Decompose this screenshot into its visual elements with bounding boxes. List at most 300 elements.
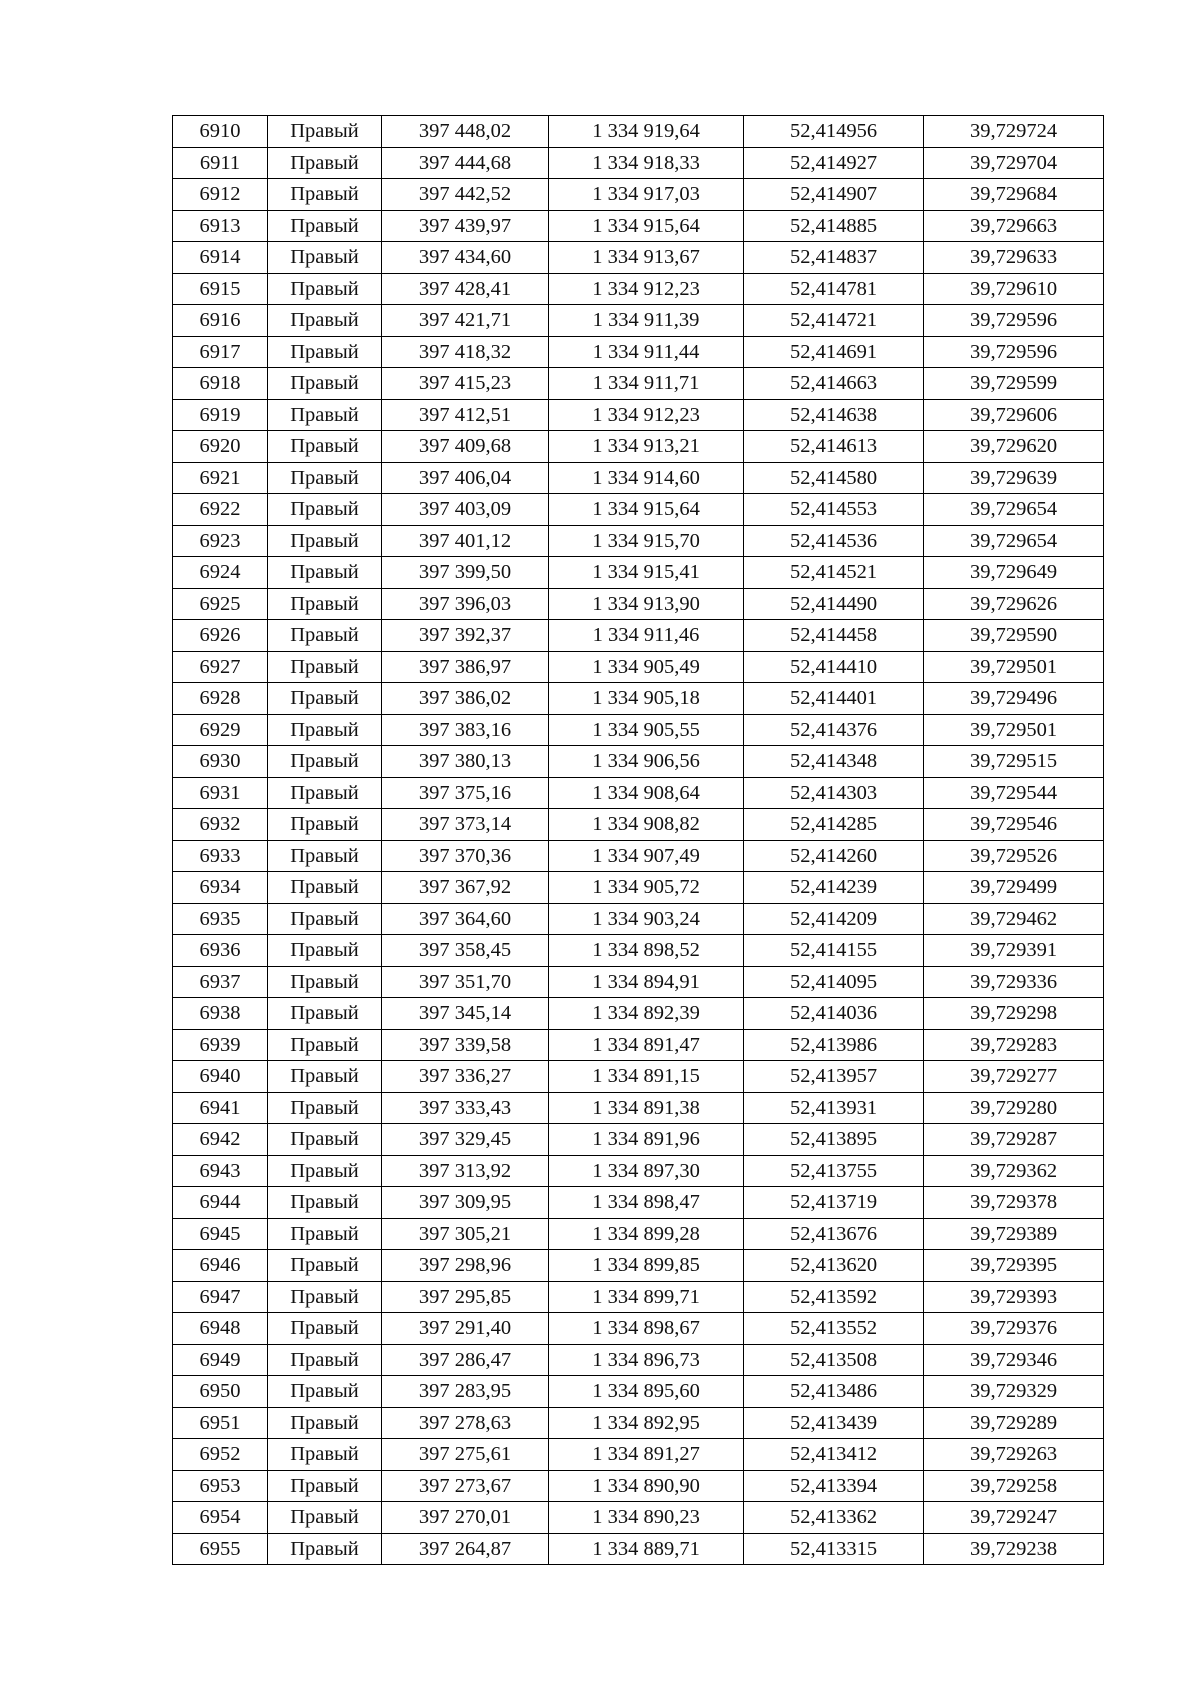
table-cell: 1 334 908,82 xyxy=(549,809,744,841)
table-cell: Правый xyxy=(268,273,382,305)
table-cell: 52,414927 xyxy=(744,147,924,179)
table-cell: 397 412,51 xyxy=(382,399,549,431)
table-row xyxy=(173,1376,1104,1408)
table-cell: 39,729704 xyxy=(924,147,1104,179)
table-cell: 1 334 899,85 xyxy=(549,1250,744,1282)
table-cell: Правый xyxy=(268,840,382,872)
table-cell: 397 439,97 xyxy=(382,210,549,242)
table-cell: 1 334 913,67 xyxy=(549,242,744,274)
table-cell: 1 334 906,56 xyxy=(549,746,744,778)
table-row xyxy=(173,1313,1104,1345)
table-cell: 39,729283 xyxy=(924,1029,1104,1061)
table-cell: Правый xyxy=(268,1439,382,1471)
table-cell: 39,729336 xyxy=(924,966,1104,998)
table-cell: 6912 xyxy=(173,179,268,211)
table-cell: 397 351,70 xyxy=(382,966,549,998)
table-cell: 6934 xyxy=(173,872,268,904)
table-cell: 52,413508 xyxy=(744,1344,924,1376)
table-row xyxy=(173,1281,1104,1313)
table-cell: 52,413895 xyxy=(744,1124,924,1156)
table-cell: 39,729649 xyxy=(924,557,1104,589)
table-cell: 39,729393 xyxy=(924,1281,1104,1313)
coordinates-table xyxy=(172,115,1104,1565)
table-cell: 39,729501 xyxy=(924,714,1104,746)
table-cell: 397 275,61 xyxy=(382,1439,549,1471)
table-cell: 1 334 891,96 xyxy=(549,1124,744,1156)
table-row xyxy=(173,1344,1104,1376)
table-cell: 397 345,14 xyxy=(382,998,549,1030)
table-cell: 6937 xyxy=(173,966,268,998)
table-cell: 397 286,47 xyxy=(382,1344,549,1376)
table-row xyxy=(173,116,1104,148)
table-cell: 52,413362 xyxy=(744,1502,924,1534)
table-cell: 397 409,68 xyxy=(382,431,549,463)
table-cell: 397 386,97 xyxy=(382,651,549,683)
table-cell: 1 334 891,27 xyxy=(549,1439,744,1471)
table-cell: 397 392,37 xyxy=(382,620,549,652)
table-row xyxy=(173,1029,1104,1061)
table-cell: 397 358,45 xyxy=(382,935,549,967)
table-cell: 52,414781 xyxy=(744,273,924,305)
table-cell: 1 334 911,71 xyxy=(549,368,744,400)
table-cell: 39,729238 xyxy=(924,1533,1104,1565)
table-cell: 1 334 919,64 xyxy=(549,116,744,148)
table-cell: 6942 xyxy=(173,1124,268,1156)
table-cell: 1 334 905,49 xyxy=(549,651,744,683)
table-cell: 52,414580 xyxy=(744,462,924,494)
table-cell: 397 403,09 xyxy=(382,494,549,526)
table-cell: 52,413931 xyxy=(744,1092,924,1124)
table-cell: 39,729346 xyxy=(924,1344,1104,1376)
table-cell: 1 334 917,03 xyxy=(549,179,744,211)
table-cell: 39,729546 xyxy=(924,809,1104,841)
table-cell: 6943 xyxy=(173,1155,268,1187)
table-cell: 6917 xyxy=(173,336,268,368)
table-cell: Правый xyxy=(268,1124,382,1156)
table-cell: 52,414553 xyxy=(744,494,924,526)
table-cell: 6948 xyxy=(173,1313,268,1345)
table-cell: 397 448,02 xyxy=(382,116,549,148)
table-cell: 1 334 891,38 xyxy=(549,1092,744,1124)
table-cell: 52,414348 xyxy=(744,746,924,778)
table-cell: 39,729596 xyxy=(924,336,1104,368)
table-cell: 6935 xyxy=(173,903,268,935)
table-row xyxy=(173,336,1104,368)
table-cell: 6932 xyxy=(173,809,268,841)
table-cell: 6911 xyxy=(173,147,268,179)
table-row xyxy=(173,399,1104,431)
table-cell: 1 334 898,47 xyxy=(549,1187,744,1219)
table-row xyxy=(173,1439,1104,1471)
table-cell: 397 383,16 xyxy=(382,714,549,746)
table-row xyxy=(173,1533,1104,1565)
table-cell: 39,729277 xyxy=(924,1061,1104,1093)
table-cell: Правый xyxy=(268,1376,382,1408)
table-cell: 397 428,41 xyxy=(382,273,549,305)
table-cell: 39,729620 xyxy=(924,431,1104,463)
table-cell: 6914 xyxy=(173,242,268,274)
table-cell: Правый xyxy=(268,1407,382,1439)
table-cell: Правый xyxy=(268,1502,382,1534)
table-cell: 1 334 889,71 xyxy=(549,1533,744,1565)
table-cell: 39,729329 xyxy=(924,1376,1104,1408)
table-cell: 6946 xyxy=(173,1250,268,1282)
table-cell: 52,414521 xyxy=(744,557,924,589)
table-cell: 52,414260 xyxy=(744,840,924,872)
table-cell: 397 370,36 xyxy=(382,840,549,872)
table-cell: 1 334 915,64 xyxy=(549,494,744,526)
table-cell: Правый xyxy=(268,399,382,431)
table-cell: 397 305,21 xyxy=(382,1218,549,1250)
table-cell: 52,413755 xyxy=(744,1155,924,1187)
table-cell: 52,414837 xyxy=(744,242,924,274)
table-cell: 397 373,14 xyxy=(382,809,549,841)
table-cell: 39,729247 xyxy=(924,1502,1104,1534)
table-row xyxy=(173,431,1104,463)
table-cell: 397 375,16 xyxy=(382,777,549,809)
table-row xyxy=(173,147,1104,179)
table-cell: 6950 xyxy=(173,1376,268,1408)
table-cell: 39,729389 xyxy=(924,1218,1104,1250)
table-cell: 39,729606 xyxy=(924,399,1104,431)
table-cell: Правый xyxy=(268,557,382,589)
table-cell: 39,729515 xyxy=(924,746,1104,778)
table-cell: 39,729298 xyxy=(924,998,1104,1030)
table-row xyxy=(173,1470,1104,1502)
table-cell: 1 334 896,73 xyxy=(549,1344,744,1376)
table-row xyxy=(173,1250,1104,1282)
table-cell: 6952 xyxy=(173,1439,268,1471)
table-cell: 397 270,01 xyxy=(382,1502,549,1534)
table-cell: 52,413486 xyxy=(744,1376,924,1408)
table-row xyxy=(173,242,1104,274)
table-cell: Правый xyxy=(268,1281,382,1313)
table-cell: Правый xyxy=(268,1218,382,1250)
table-cell: 39,729639 xyxy=(924,462,1104,494)
table-row xyxy=(173,179,1104,211)
table-cell: Правый xyxy=(268,903,382,935)
table-cell: 52,413719 xyxy=(744,1187,924,1219)
table-cell: Правый xyxy=(268,1155,382,1187)
table-cell: Правый xyxy=(268,368,382,400)
table-row xyxy=(173,557,1104,589)
table-cell: Правый xyxy=(268,683,382,715)
table-cell: 397 401,12 xyxy=(382,525,549,557)
table-cell: 52,414376 xyxy=(744,714,924,746)
table-cell: 52,414907 xyxy=(744,179,924,211)
table-row xyxy=(173,525,1104,557)
table-cell: 397 367,92 xyxy=(382,872,549,904)
table-cell: 397 364,60 xyxy=(382,903,549,935)
table-cell: 397 313,92 xyxy=(382,1155,549,1187)
table-row xyxy=(173,1187,1104,1219)
table-cell: 1 334 907,49 xyxy=(549,840,744,872)
table-cell: 52,413394 xyxy=(744,1470,924,1502)
table-cell: 39,729724 xyxy=(924,116,1104,148)
table-cell: Правый xyxy=(268,966,382,998)
table-cell: 6919 xyxy=(173,399,268,431)
table-cell: 397 396,03 xyxy=(382,588,549,620)
table-row xyxy=(173,1155,1104,1187)
table-cell: 6910 xyxy=(173,116,268,148)
table-cell: 39,729362 xyxy=(924,1155,1104,1187)
table-cell: 52,413592 xyxy=(744,1281,924,1313)
table-cell: 52,413552 xyxy=(744,1313,924,1345)
table-row xyxy=(173,494,1104,526)
table-cell: 6945 xyxy=(173,1218,268,1250)
table-row xyxy=(173,1502,1104,1534)
table-cell: 1 334 912,23 xyxy=(549,273,744,305)
table-cell: Правый xyxy=(268,431,382,463)
table-cell: 52,414490 xyxy=(744,588,924,620)
table-cell: Правый xyxy=(268,1533,382,1565)
table-cell: 6920 xyxy=(173,431,268,463)
table-cell: 39,729654 xyxy=(924,525,1104,557)
table-cell: 39,729263 xyxy=(924,1439,1104,1471)
table-cell: Правый xyxy=(268,746,382,778)
table-cell: Правый xyxy=(268,242,382,274)
table-cell: Правый xyxy=(268,210,382,242)
table-cell: 1 334 890,90 xyxy=(549,1470,744,1502)
table-cell: 52,414209 xyxy=(744,903,924,935)
table-cell: 52,413986 xyxy=(744,1029,924,1061)
table-row xyxy=(173,966,1104,998)
table-cell: 52,413620 xyxy=(744,1250,924,1282)
table-cell: Правый xyxy=(268,777,382,809)
table-cell: 6913 xyxy=(173,210,268,242)
table-cell: 52,413412 xyxy=(744,1439,924,1471)
table-cell: 397 278,63 xyxy=(382,1407,549,1439)
table-cell: 1 334 905,72 xyxy=(549,872,744,904)
table-cell: 6926 xyxy=(173,620,268,652)
table-cell: 52,414036 xyxy=(744,998,924,1030)
table-cell: 52,414536 xyxy=(744,525,924,557)
table-cell: 52,414691 xyxy=(744,336,924,368)
table-row xyxy=(173,714,1104,746)
table-cell: Правый xyxy=(268,336,382,368)
table-cell: 39,729391 xyxy=(924,935,1104,967)
table-cell: 397 399,50 xyxy=(382,557,549,589)
table-cell: 1 334 911,39 xyxy=(549,305,744,337)
table-cell: 1 334 894,91 xyxy=(549,966,744,998)
table-cell: 6918 xyxy=(173,368,268,400)
table-cell: 6933 xyxy=(173,840,268,872)
table-cell: 1 334 914,60 xyxy=(549,462,744,494)
table-cell: Правый xyxy=(268,179,382,211)
table-cell: 397 386,02 xyxy=(382,683,549,715)
table-row xyxy=(173,651,1104,683)
table-cell: 397 264,87 xyxy=(382,1533,549,1565)
table-row xyxy=(173,746,1104,778)
table-cell: 6936 xyxy=(173,935,268,967)
table-cell: 52,414458 xyxy=(744,620,924,652)
table-cell: 6955 xyxy=(173,1533,268,1565)
table-cell: 52,413439 xyxy=(744,1407,924,1439)
table-cell: 6930 xyxy=(173,746,268,778)
table-cell: Правый xyxy=(268,116,382,148)
table-cell: 397 421,71 xyxy=(382,305,549,337)
table-cell: Правый xyxy=(268,714,382,746)
table-cell: 39,729287 xyxy=(924,1124,1104,1156)
table-cell: 1 334 899,28 xyxy=(549,1218,744,1250)
table-cell: Правый xyxy=(268,872,382,904)
table-cell: 39,729610 xyxy=(924,273,1104,305)
table-cell: 6927 xyxy=(173,651,268,683)
table-row xyxy=(173,1218,1104,1250)
table-cell: Правый xyxy=(268,462,382,494)
table-cell: 397 339,58 xyxy=(382,1029,549,1061)
table-cell: 397 406,04 xyxy=(382,462,549,494)
table-row xyxy=(173,1407,1104,1439)
table-cell: 6940 xyxy=(173,1061,268,1093)
table-cell: 397 434,60 xyxy=(382,242,549,274)
table-row xyxy=(173,809,1104,841)
table-cell: 6924 xyxy=(173,557,268,589)
table-cell: Правый xyxy=(268,147,382,179)
table-cell: Правый xyxy=(268,1092,382,1124)
table-row xyxy=(173,935,1104,967)
table-row xyxy=(173,840,1104,872)
table-cell: 1 334 892,39 xyxy=(549,998,744,1030)
table-cell: Правый xyxy=(268,1344,382,1376)
table-cell: 52,414095 xyxy=(744,966,924,998)
table-cell: 1 334 890,23 xyxy=(549,1502,744,1534)
table-cell: 52,414285 xyxy=(744,809,924,841)
table-cell: Правый xyxy=(268,1313,382,1345)
table-cell: 1 334 891,15 xyxy=(549,1061,744,1093)
table-cell: 1 334 911,46 xyxy=(549,620,744,652)
table-cell: 1 334 897,30 xyxy=(549,1155,744,1187)
table-row xyxy=(173,1124,1104,1156)
table-cell: 1 334 915,41 xyxy=(549,557,744,589)
table-cell: 397 283,95 xyxy=(382,1376,549,1408)
table-cell: 397 415,23 xyxy=(382,368,549,400)
table-cell: 1 334 903,24 xyxy=(549,903,744,935)
table-cell: Правый xyxy=(268,588,382,620)
table-cell: 1 334 891,47 xyxy=(549,1029,744,1061)
table-cell: 6929 xyxy=(173,714,268,746)
table-cell: 39,729654 xyxy=(924,494,1104,526)
table-cell: Правый xyxy=(268,1029,382,1061)
table-row xyxy=(173,620,1104,652)
table-cell: 39,729526 xyxy=(924,840,1104,872)
table-cell: 397 333,43 xyxy=(382,1092,549,1124)
table-cell: 6954 xyxy=(173,1502,268,1534)
table-cell: Правый xyxy=(268,620,382,652)
table-cell: 39,729462 xyxy=(924,903,1104,935)
table-cell: 52,413315 xyxy=(744,1533,924,1565)
table-cell: Правый xyxy=(268,1061,382,1093)
table-cell: 52,414239 xyxy=(744,872,924,904)
table-cell: 1 334 913,90 xyxy=(549,588,744,620)
table-cell: 6928 xyxy=(173,683,268,715)
table-cell: Правый xyxy=(268,935,382,967)
table-cell: 39,729596 xyxy=(924,305,1104,337)
table-cell: 397 298,96 xyxy=(382,1250,549,1282)
table-cell: 397 295,85 xyxy=(382,1281,549,1313)
table-cell: 52,414885 xyxy=(744,210,924,242)
table-cell: 52,414303 xyxy=(744,777,924,809)
table-row xyxy=(173,872,1104,904)
table-cell: 397 329,45 xyxy=(382,1124,549,1156)
table-cell: 6921 xyxy=(173,462,268,494)
table-cell: 1 334 899,71 xyxy=(549,1281,744,1313)
table-cell: 1 334 915,64 xyxy=(549,210,744,242)
table-cell: 52,414155 xyxy=(744,935,924,967)
table-cell: 1 334 898,52 xyxy=(549,935,744,967)
table-row xyxy=(173,777,1104,809)
table-cell: Правый xyxy=(268,998,382,1030)
table-cell: 39,729544 xyxy=(924,777,1104,809)
table-cell: 6931 xyxy=(173,777,268,809)
table-cell: 52,414613 xyxy=(744,431,924,463)
table-row xyxy=(173,903,1104,935)
table-cell: 397 336,27 xyxy=(382,1061,549,1093)
table-cell: 6925 xyxy=(173,588,268,620)
table-cell: 1 334 898,67 xyxy=(549,1313,744,1345)
table-cell: Правый xyxy=(268,525,382,557)
table-cell: Правый xyxy=(268,651,382,683)
table-row xyxy=(173,210,1104,242)
table-row xyxy=(173,998,1104,1030)
table-cell: Правый xyxy=(268,1470,382,1502)
table-cell: 52,414410 xyxy=(744,651,924,683)
table-cell: 397 444,68 xyxy=(382,147,549,179)
table-cell: 39,729376 xyxy=(924,1313,1104,1345)
table-cell: 39,729280 xyxy=(924,1092,1104,1124)
table-cell: Правый xyxy=(268,494,382,526)
table-cell: Правый xyxy=(268,1250,382,1282)
table-cell: 52,413957 xyxy=(744,1061,924,1093)
table-cell: 397 418,32 xyxy=(382,336,549,368)
table-cell: 6949 xyxy=(173,1344,268,1376)
table-cell: 6953 xyxy=(173,1470,268,1502)
table-cell: 52,413676 xyxy=(744,1218,924,1250)
table-cell: 52,414401 xyxy=(744,683,924,715)
table-cell: Правый xyxy=(268,809,382,841)
table-row xyxy=(173,368,1104,400)
table-cell: 6944 xyxy=(173,1187,268,1219)
table-body xyxy=(173,116,1104,1565)
table-cell: 39,729633 xyxy=(924,242,1104,274)
table-cell: 52,414638 xyxy=(744,399,924,431)
table-cell: 39,729599 xyxy=(924,368,1104,400)
table-cell: 1 334 905,55 xyxy=(549,714,744,746)
table-cell: 39,729499 xyxy=(924,872,1104,904)
table-row xyxy=(173,462,1104,494)
table-cell: 1 334 892,95 xyxy=(549,1407,744,1439)
table-row xyxy=(173,588,1104,620)
table-cell: 39,729501 xyxy=(924,651,1104,683)
table-row xyxy=(173,305,1104,337)
table-cell: 397 273,67 xyxy=(382,1470,549,1502)
table-cell: 39,729395 xyxy=(924,1250,1104,1282)
table-cell: 1 334 905,18 xyxy=(549,683,744,715)
table-row xyxy=(173,1092,1104,1124)
table-cell: 6941 xyxy=(173,1092,268,1124)
table-cell: 39,729626 xyxy=(924,588,1104,620)
table-cell: 6915 xyxy=(173,273,268,305)
table-cell: 6923 xyxy=(173,525,268,557)
table-cell: 6938 xyxy=(173,998,268,1030)
table-cell: 1 334 915,70 xyxy=(549,525,744,557)
table-cell: 6916 xyxy=(173,305,268,337)
table-cell: 6947 xyxy=(173,1281,268,1313)
table-row xyxy=(173,683,1104,715)
table-cell: 52,414956 xyxy=(744,116,924,148)
table-cell: 1 334 908,64 xyxy=(549,777,744,809)
table-cell: 39,729496 xyxy=(924,683,1104,715)
